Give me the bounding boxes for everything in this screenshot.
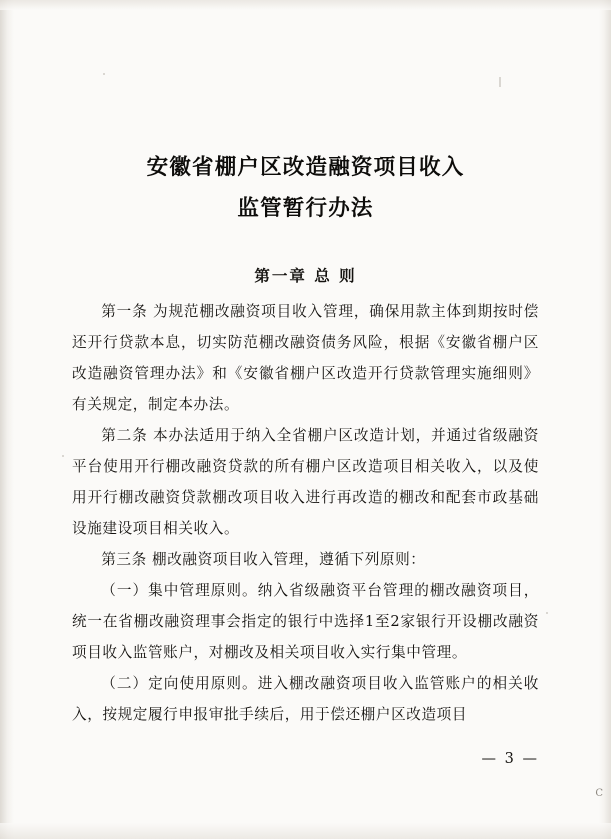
page-title — [72, 148, 539, 230]
title-line-2: 监管暂行办法 — [237, 195, 374, 221]
paragraph-article-3: 第三条 棚改融资项目收入管理，遵循下列原则： — [101, 550, 426, 568]
paragraph-principle-2: （二）定向使用原则。进入棚改融资项目收入监管账户的相关收入，按规定履行申报审批手续后，用于偿还棚户区改造项目 — [72, 674, 539, 723]
paragraph-article-1: 第一条 为规范棚改融资项目收入管理，确保用款主体到期按时偿还开行贷款本息，切实防范棚改融资债务风险，根据《安徽省棚户区改造融资管理办法》和《安徽省棚户区改造开行贷款管理实施细则》有关规定，制定本办法。 — [72, 302, 539, 413]
title-line-1: 安徽省棚户区改造融资项目收入 — [146, 155, 465, 180]
chapter-heading: 第一章 总 则 — [254, 265, 357, 285]
paragraph-principle-1: （一）集中管理原则。纳入省级融资平台管理的棚改融资项目，统一在省棚改融资理事会指定的银行中选择1至2家银行开设棚改融资项目收入监管账户，对棚改及相关项目收入实行集中管理。 — [72, 581, 539, 661]
corner-mark: C — [595, 788, 603, 799]
page-number: — 3 — — [481, 751, 539, 767]
paragraph-article-2: 第二条 本办法适用于纳入全省棚户区改造计划，并通过省级融资平台使用开行棚改融资贷款的所有棚户区改造项目相关收入，以及使用开行棚改融资贷款棚改项目收入进行再改造的棚改和配套市政基础设施建设项目相关收入。 — [72, 426, 539, 537]
